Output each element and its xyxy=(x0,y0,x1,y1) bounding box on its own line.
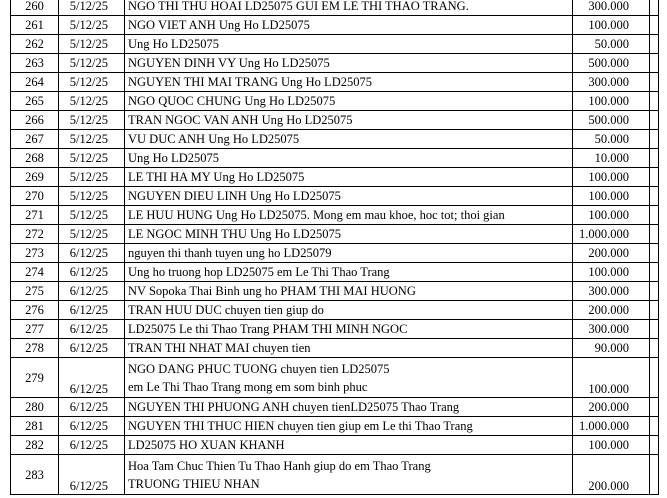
row-trailing-cell xyxy=(650,35,659,54)
row-amount: 10.000 xyxy=(573,149,650,168)
row-number: 283 xyxy=(11,455,59,495)
row-trailing-cell xyxy=(650,455,659,495)
row-number: 278 xyxy=(11,339,59,358)
row-number: 265 xyxy=(11,92,59,111)
row-trailing-cell xyxy=(650,358,659,398)
row-description xyxy=(125,130,573,149)
description-line: NGUYEN THI PHUONG ANH chuyen tienLD25075 Thao Trang xyxy=(128,400,460,414)
row-date: 5/12/25 xyxy=(59,92,125,111)
row-date: 6/12/25 xyxy=(59,417,125,436)
row-date: 6/12/25 xyxy=(59,358,125,398)
row-date: 5/12/25 xyxy=(59,168,125,187)
row-description xyxy=(125,436,573,455)
row-date: 6/12/25 xyxy=(59,455,125,495)
row-description xyxy=(125,35,573,54)
table-row xyxy=(11,92,659,111)
row-trailing-cell xyxy=(650,149,659,168)
row-description xyxy=(125,206,573,225)
row-trailing-cell xyxy=(650,320,659,339)
row-amount: 500.000 xyxy=(573,54,650,73)
table-row xyxy=(11,436,659,455)
description-line: NGO THI THU HOAI LD25075 GUI EM LE THI THAO TRANG. xyxy=(128,0,469,13)
row-trailing-cell xyxy=(650,187,659,206)
row-number: 279 xyxy=(11,358,59,398)
row-trailing-cell xyxy=(650,417,659,436)
row-trailing-cell xyxy=(650,111,659,130)
row-date: 5/12/25 xyxy=(59,111,125,130)
row-date: 5/12/25 xyxy=(59,206,125,225)
row-number: 275 xyxy=(11,282,59,301)
row-date: 6/12/25 xyxy=(59,301,125,320)
row-description xyxy=(125,73,573,92)
row-date: 5/12/25 xyxy=(59,73,125,92)
description-line: NGO QUOC CHUNG Ung Ho LD25075 xyxy=(128,94,336,108)
row-amount: 50.000 xyxy=(573,35,650,54)
description-line: LE NGOC MINH THU Ung Ho LD25075 xyxy=(128,227,341,241)
row-amount: 200.000 xyxy=(573,398,650,417)
description-line: LE HUU HUNG Ung Ho LD25075. Mong em mau khoe, hoc tot; thoi gian xyxy=(128,208,505,222)
row-amount: 500.000 xyxy=(573,111,650,130)
row-amount: 50.000 xyxy=(573,130,650,149)
row-date: 5/12/25 xyxy=(59,35,125,54)
row-description xyxy=(125,417,573,436)
table-row xyxy=(11,35,659,54)
row-description xyxy=(125,111,573,130)
row-date: 5/12/25 xyxy=(59,0,125,16)
row-amount: 200.000 xyxy=(573,244,650,263)
row-description xyxy=(125,149,573,168)
description-line: LD25075 Le thi Thao Trang PHAM THI MINH NGOC xyxy=(128,322,408,336)
description-line: NGUYEN DINH VY Ung Ho LD25075 xyxy=(128,56,330,70)
row-date: 6/12/25 xyxy=(59,339,125,358)
row-trailing-cell xyxy=(650,436,659,455)
description-line: nguyen thi thanh tuyen ung ho LD25079 xyxy=(128,246,332,260)
row-trailing-cell xyxy=(650,168,659,187)
row-trailing-cell xyxy=(650,301,659,320)
description-line: NGUYEN THI THUC HIEN chuyen tien giup em Le thi Thao Trang xyxy=(128,419,473,433)
table-row xyxy=(11,398,659,417)
ledger-body xyxy=(11,0,659,495)
row-number: 272 xyxy=(11,225,59,244)
row-date: 6/12/25 xyxy=(59,398,125,417)
row-description xyxy=(125,92,573,111)
row-number: 281 xyxy=(11,417,59,436)
row-amount: 300.000 xyxy=(573,73,650,92)
row-description xyxy=(125,282,573,301)
table-row xyxy=(11,206,659,225)
row-trailing-cell xyxy=(650,244,659,263)
description-line: VU DUC ANH Ung Ho LD25075 xyxy=(128,132,300,146)
row-trailing-cell xyxy=(650,16,659,35)
row-trailing-cell xyxy=(650,339,659,358)
description-line: em Le Thi Thao Trang mong em som binh phuc xyxy=(128,379,368,394)
table-row xyxy=(11,320,659,339)
row-amount: 100.000 xyxy=(573,263,650,282)
table-row xyxy=(11,0,659,16)
row-amount: 100.000 xyxy=(573,16,650,35)
row-trailing-cell xyxy=(650,73,659,92)
row-amount: 300.000 xyxy=(573,282,650,301)
row-description xyxy=(125,0,573,16)
description-line: Ung Ho LD25075 xyxy=(128,37,219,51)
table-row xyxy=(11,282,659,301)
row-amount: 100.000 xyxy=(573,436,650,455)
row-date: 6/12/25 xyxy=(59,282,125,301)
row-description xyxy=(125,168,573,187)
row-description xyxy=(125,225,573,244)
table-row xyxy=(11,358,659,398)
description-line: TRUONG THIEU NHAN xyxy=(128,476,260,491)
row-number: 270 xyxy=(11,187,59,206)
row-number: 276 xyxy=(11,301,59,320)
table-row xyxy=(11,54,659,73)
row-description xyxy=(125,455,573,495)
table-row xyxy=(11,417,659,436)
row-description xyxy=(125,339,573,358)
row-description xyxy=(125,398,573,417)
row-number: 264 xyxy=(11,73,59,92)
table-row xyxy=(11,16,659,35)
row-amount: 100.000 xyxy=(573,168,650,187)
row-amount: 90.000 xyxy=(573,339,650,358)
row-trailing-cell xyxy=(650,92,659,111)
row-trailing-cell xyxy=(650,130,659,149)
row-date: 6/12/25 xyxy=(59,244,125,263)
row-amount: 200.000 xyxy=(573,455,650,495)
row-number: 269 xyxy=(11,168,59,187)
row-number: 274 xyxy=(11,263,59,282)
row-description xyxy=(125,16,573,35)
table-row xyxy=(11,339,659,358)
row-number: 266 xyxy=(11,111,59,130)
table-row xyxy=(11,168,659,187)
row-number: 268 xyxy=(11,149,59,168)
description-line: NV Sopoka Thai Binh ung ho PHAM THI MAI HUONG xyxy=(128,284,416,298)
row-number: 273 xyxy=(11,244,59,263)
description-line: NGUYEN THI MAI TRANG Ung Ho LD25075 xyxy=(128,75,372,89)
table-row xyxy=(11,455,659,495)
row-description xyxy=(125,320,573,339)
row-amount: 300.000 xyxy=(573,0,650,16)
row-amount: 100.000 xyxy=(573,358,650,398)
row-number: 277 xyxy=(11,320,59,339)
table-row xyxy=(11,244,659,263)
description-line: NGUYEN DIEU LINH Ung Ho LD25075 xyxy=(128,189,341,203)
row-number: 263 xyxy=(11,54,59,73)
row-number: 267 xyxy=(11,130,59,149)
table-row xyxy=(11,225,659,244)
row-amount: 300.000 xyxy=(573,320,650,339)
description-line: TRAN THI NHAT MAI chuyen tien xyxy=(128,341,311,355)
row-date: 5/12/25 xyxy=(59,54,125,73)
row-trailing-cell xyxy=(650,263,659,282)
row-date: 5/12/25 xyxy=(59,130,125,149)
row-description xyxy=(125,244,573,263)
row-number: 262 xyxy=(11,35,59,54)
row-trailing-cell xyxy=(650,398,659,417)
row-trailing-cell xyxy=(650,225,659,244)
row-number: 261 xyxy=(11,16,59,35)
row-date: 5/12/25 xyxy=(59,225,125,244)
table-row xyxy=(11,301,659,320)
row-amount: 100.000 xyxy=(573,92,650,111)
row-amount: 100.000 xyxy=(573,187,650,206)
row-amount: 1.000.000 xyxy=(573,417,650,436)
description-line: Ung Ho LD25075 xyxy=(128,151,219,165)
donation-ledger-table xyxy=(10,0,659,495)
table-row xyxy=(11,111,659,130)
table-row xyxy=(11,149,659,168)
description-line: LE THI HA MY Ung Ho LD25075 xyxy=(128,170,305,184)
row-trailing-cell xyxy=(650,282,659,301)
row-number: 271 xyxy=(11,206,59,225)
row-number: 260 xyxy=(11,0,59,16)
row-date: 5/12/25 xyxy=(59,149,125,168)
row-description xyxy=(125,263,573,282)
row-date: 5/12/25 xyxy=(59,16,125,35)
description-line: LD25075 HO XUAN KHANH xyxy=(128,438,285,452)
row-description xyxy=(125,301,573,320)
row-description xyxy=(125,187,573,206)
row-trailing-cell xyxy=(650,54,659,73)
row-trailing-cell xyxy=(650,0,659,16)
row-description xyxy=(125,54,573,73)
row-number: 282 xyxy=(11,436,59,455)
description-line: TRAN HUU DUC chuyen tien giup do xyxy=(128,303,324,317)
row-amount: 200.000 xyxy=(573,301,650,320)
description-line: NGO DANG PHUC TUONG chuyen tien LD25075 xyxy=(128,361,390,376)
row-date: 6/12/25 xyxy=(59,436,125,455)
row-number: 280 xyxy=(11,398,59,417)
row-date: 6/12/25 xyxy=(59,320,125,339)
row-date: 5/12/25 xyxy=(59,187,125,206)
description-line: Hoa Tam Chuc Thien Tu Thao Hanh giup do em Thao Trang xyxy=(128,458,431,473)
row-amount: 100.000 xyxy=(573,206,650,225)
description-line: NGO VIET ANH Ung Ho LD25075 xyxy=(128,18,310,32)
table-row xyxy=(11,73,659,92)
description-line: TRAN NGOC VAN ANH Ung Ho LD25075 xyxy=(128,113,353,127)
row-trailing-cell xyxy=(650,206,659,225)
description-line: Ung ho truong hop LD25075 em Le Thi Thao Trang xyxy=(128,265,390,279)
row-description xyxy=(125,358,573,398)
row-date: 6/12/25 xyxy=(59,263,125,282)
table-row xyxy=(11,130,659,149)
row-amount: 1.000.000 xyxy=(573,225,650,244)
table-row xyxy=(11,263,659,282)
table-row xyxy=(11,187,659,206)
